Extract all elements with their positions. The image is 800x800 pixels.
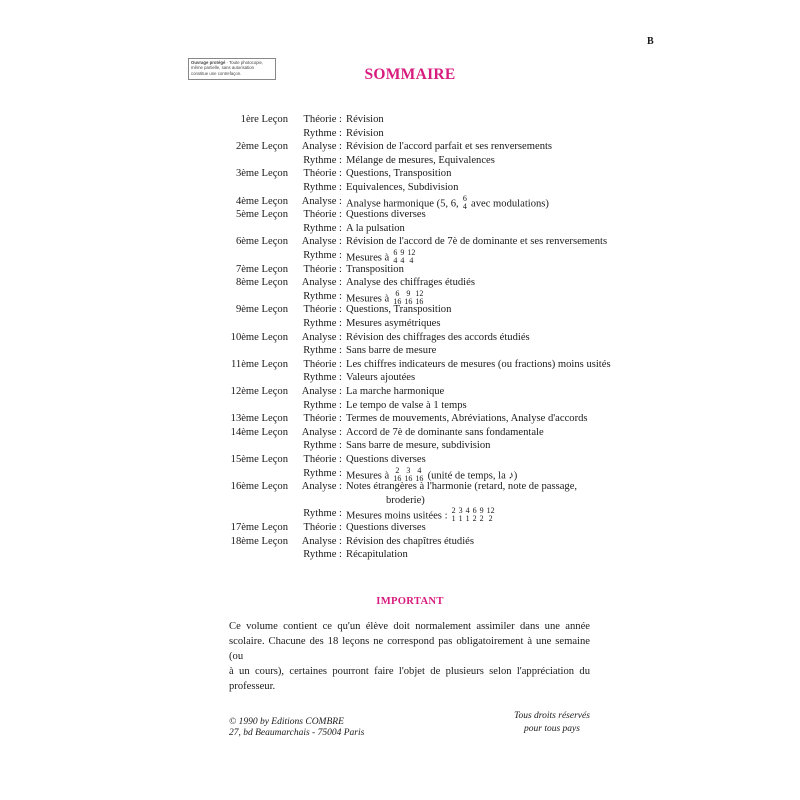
stamp-line3: constitue une contrefaçon. (191, 70, 242, 76)
toc-lecon: 4ème Leçon (235, 195, 288, 207)
toc-description-text: Questions diverses (346, 454, 426, 465)
rights-line: pour tous pays (524, 724, 580, 734)
toc-row (0, 359, 800, 372)
toc-description-text: Notes étrangères à l'harmonie (retard, note de passage, (346, 481, 578, 493)
toc-row (0, 536, 800, 549)
toc-category: Rythme : (303, 399, 342, 411)
toc-description-text: Révision (346, 127, 384, 139)
time-signature-denominator: 2 (472, 514, 477, 524)
toc-row (0, 168, 800, 181)
toc-description-text: Révision de l'accord de 7è de dominante et ses renversements (346, 236, 608, 248)
toc-row (0, 386, 800, 399)
toc-row (0, 400, 800, 413)
toc-category: Rythme : (303, 345, 342, 357)
toc-description-text: Questions diverses (346, 209, 426, 221)
time-signature-denominator: 16 (415, 296, 424, 306)
toc-row (0, 209, 800, 222)
toc-row (0, 332, 800, 345)
toc-lecon: 6ème Leçon (235, 236, 288, 248)
toc-description-after: (unité de temps, la ♪) (427, 470, 518, 482)
time-signature (473, 507, 477, 523)
toc-description (346, 413, 588, 424)
toc-description (346, 372, 415, 383)
toc-category: Analyse : (301, 535, 342, 547)
toc-description-text: Termes de mouvements, Abréviations, Analyse d'accords (346, 413, 588, 425)
toc-category: Rythme : (303, 467, 342, 479)
toc-lecon: 12ème Leçon (230, 386, 288, 397)
time-signature (480, 507, 484, 523)
toc-category: Rythme : (303, 290, 342, 302)
toc-row (0, 128, 800, 141)
toc-category: Rythme : (303, 154, 342, 166)
time-signature (393, 249, 397, 265)
time-signature-numerator: 12 (407, 248, 416, 257)
toc-row (0, 155, 800, 168)
important-line: Ce volume contient ce qu'un élève doit normalement assimiler dans une année (229, 621, 590, 632)
toc-category: Analyse : (301, 277, 342, 289)
time-signature (393, 467, 401, 483)
toc-description (346, 182, 458, 193)
toc-description-text: Analyse des chiffrages étudiés (346, 277, 475, 289)
toc-description (346, 549, 408, 560)
toc-description (346, 522, 426, 533)
toc-description-text: Transposition (346, 263, 404, 275)
toc-description (346, 481, 577, 492)
toc-category: Théorie : (303, 209, 342, 221)
toc-row (0, 495, 800, 508)
time-signature-denominator: 1 (451, 514, 456, 524)
toc-description-text: Mesures moins usitées : (346, 510, 448, 522)
toc-row (0, 114, 800, 127)
toc-category: Théorie : (303, 454, 342, 465)
time-signature-numerator: 4 (417, 465, 422, 475)
time-signature-denominator: 4 (409, 256, 414, 265)
time-signature-denominator: 16 (393, 296, 402, 306)
rights-notice (497, 710, 607, 736)
toc-description (346, 386, 444, 397)
page-letter: B (647, 36, 654, 47)
time-signature-denominator: 2 (488, 514, 493, 524)
time-signature-numerator: 9 (479, 506, 484, 516)
toc-description (346, 427, 544, 438)
time-signature (487, 507, 495, 523)
toc-row (0, 264, 800, 277)
toc-description (346, 168, 451, 179)
toc-category: Rythme : (303, 222, 342, 234)
toc-row (0, 440, 800, 453)
time-signature-numerator: 3 (406, 465, 411, 475)
toc-description (346, 359, 611, 370)
toc-description-text: Mesures à (346, 470, 390, 482)
toc-description (346, 304, 451, 315)
toc-category: Analyse : (301, 481, 342, 493)
toc-row (0, 223, 800, 236)
important-paragraph (229, 619, 590, 694)
toc-category: Rythme : (303, 440, 342, 452)
time-signature (393, 290, 401, 306)
toc-row (0, 506, 800, 524)
toc-lecon: 10ème Leçon (230, 331, 288, 343)
toc-lecon: 8ème Leçon (235, 277, 288, 289)
toc-category: Rythme : (303, 508, 342, 520)
toc-category: Analyse : (301, 141, 342, 153)
time-signature-numerator: 6 (393, 248, 398, 257)
time-signature (415, 467, 423, 483)
toc-description-text: Récapitulation (346, 549, 408, 561)
toc-description-text: La marche harmonique (346, 386, 445, 397)
toc-row (0, 318, 800, 331)
toc-row (0, 549, 800, 562)
publisher-info (229, 717, 364, 739)
toc-description (386, 495, 425, 506)
toc-description-text: Accord de 7è de dominante sans fondamentale (346, 426, 544, 438)
toc-lecon: 15ème Leçon (230, 454, 288, 465)
toc-description-text: Questions, Transposition (346, 168, 452, 180)
toc-description-text: Equivalences, Subdivision (346, 182, 459, 193)
toc-row (0, 413, 800, 426)
toc-description-text: Analyse harmonique (5, 6, (346, 198, 459, 210)
important-line: professeur. (229, 681, 276, 692)
time-signature-numerator: 2 (451, 506, 456, 516)
toc-description (346, 277, 475, 288)
time-signature-numerator: 9 (406, 288, 411, 298)
toc-row (0, 345, 800, 358)
toc-row (0, 250, 800, 263)
toc-lecon: 17ème Leçon (230, 522, 288, 533)
toc-description-text: Sans barre de mesure (346, 345, 437, 357)
toc-description-text: Le tempo de valse à 1 temps (346, 399, 467, 411)
time-signature-denominator: 1 (458, 514, 463, 524)
toc-row (0, 141, 800, 154)
stamp-line1-rest: · Toute photocopie, (225, 60, 264, 65)
toc-lecon: 2ème Leçon (235, 141, 288, 153)
toc-lecon: 13ème Leçon (230, 413, 288, 425)
toc-lecon: 5ème Leçon (235, 209, 288, 221)
toc-description (346, 209, 426, 220)
stamp-line2: même partielle, sans autorisation (191, 65, 255, 71)
toc-description-text: Questions, Transposition (346, 304, 452, 316)
toc-description (346, 332, 530, 343)
toc-description-text: Les chiffres indicateurs de mesures (ou fractions) moins usités (346, 358, 611, 370)
time-signature (452, 507, 456, 523)
time-signature-numerator: 6 (472, 506, 477, 516)
time-signature-denominator: 4 (462, 201, 467, 211)
toc-row (0, 465, 800, 483)
important-heading: IMPORTANT (376, 596, 444, 607)
toc-lecon: 9ème Leçon (235, 304, 288, 316)
time-signature-denominator: 4 (393, 256, 398, 265)
toc-description-text: Mélange de mesures, Equivalences (346, 154, 495, 166)
toc-description (346, 128, 384, 139)
toc-description-text: Révision de l'accord parfait et ses renversements (346, 141, 553, 153)
toc-category: Rythme : (303, 127, 342, 139)
toc-category: Analyse : (301, 386, 342, 397)
toc-description-text: Valeurs ajoutées (346, 372, 416, 384)
toc-category: Analyse : (301, 195, 342, 207)
time-signature-numerator: 12 (486, 506, 495, 516)
time-signature-numerator: 6 (395, 288, 400, 298)
toc-category: Rythme : (303, 372, 342, 384)
toc-category: Théorie : (303, 522, 342, 533)
toc-category: Rythme : (303, 318, 342, 329)
time-signature (415, 290, 423, 306)
page-title: SOMMAIRE (364, 66, 456, 83)
toc-category: Théorie : (303, 413, 342, 425)
toc-description (346, 223, 405, 234)
toc-description-text: A la pulsation (346, 222, 405, 234)
toc-category: Rythme : (303, 182, 342, 193)
toc-category: Théorie : (303, 168, 342, 180)
important-line: scolaire. Chacune des 18 leçons ne correspond pas obligatoirement à une semaine (ou (229, 636, 590, 662)
publisher-copyright: © 1990 by Editions COMBRE (229, 717, 344, 727)
toc-row (0, 182, 800, 195)
toc-lecon: 16ème Leçon (230, 481, 288, 493)
toc-description-text: Mesures à (346, 252, 390, 264)
important-line: à un cours), certaines pourront faire l'objet de plusieurs selon l'appréciation du (229, 666, 590, 677)
toc-description-text: Révision (346, 114, 384, 125)
toc-row (0, 277, 800, 290)
toc-category: Rythme : (303, 250, 342, 261)
time-signature (466, 507, 470, 523)
time-signature-denominator: 16 (404, 296, 413, 306)
toc-row (0, 304, 800, 317)
toc-description (346, 141, 552, 152)
time-signature-numerator: 4 (465, 506, 470, 516)
toc-row (0, 193, 800, 211)
toc-description-text: Révision des chapîtres étudiés (346, 535, 474, 547)
time-signature-denominator: 16 (393, 473, 402, 483)
toc-description (346, 236, 607, 247)
toc-description (346, 400, 467, 411)
time-signature-numerator: 12 (415, 288, 424, 298)
toc-lecon: 18ème Leçon (230, 535, 288, 547)
toc-description (346, 454, 426, 465)
time-signature-denominator: 4 (400, 256, 405, 265)
toc-lecon: 14ème Leçon (230, 426, 288, 438)
time-signature (404, 467, 412, 483)
toc-description (346, 264, 404, 275)
toc-description-text: Sans barre de mesure, subdivision (346, 440, 491, 452)
time-signature-denominator: 16 (415, 473, 424, 483)
toc-description-text: Questions diverses (346, 522, 426, 533)
time-signature-denominator: 16 (404, 473, 413, 483)
toc-description-text: Révision des chiffrages des accords étudiés (346, 331, 530, 343)
rights-line: Tous droits réservés (514, 711, 590, 721)
time-signature-numerator: 3 (458, 506, 463, 516)
toc-lecon: 3ème Leçon (235, 168, 288, 180)
time-signature-numerator: 6 (462, 193, 467, 203)
time-signature (463, 195, 467, 211)
toc-category: Théorie : (303, 304, 342, 316)
stamp-line1-bold: Ouvrage protégé (191, 60, 226, 65)
toc-category: Analyse : (301, 426, 342, 438)
toc-row (0, 288, 800, 306)
toc-row (0, 454, 800, 467)
toc-category: Théorie : (303, 263, 342, 275)
toc-description (346, 440, 490, 451)
time-signature-numerator: 9 (400, 248, 405, 257)
toc-row (0, 372, 800, 385)
toc-description-text: broderie) (386, 494, 425, 506)
time-signature (400, 249, 404, 265)
toc-description-text: Mesures asymétriques (346, 318, 441, 329)
time-signature-denominator: 2 (479, 514, 484, 524)
time-signature (407, 249, 415, 265)
toc-category: Rythme : (303, 549, 342, 561)
toc-category: Théorie : (303, 114, 342, 125)
toc-row (0, 427, 800, 440)
toc-description (346, 536, 474, 547)
toc-description-after: avec modulations) (471, 198, 549, 210)
time-signature-denominator: 1 (465, 514, 470, 524)
toc-category: Théorie : (303, 358, 342, 370)
toc-lecon: 11ème Leçon (231, 358, 288, 370)
toc-description (346, 345, 436, 356)
toc-lecon: 1ère Leçon (240, 114, 288, 125)
publisher-address: 27, bd Beaumarchais - 75004 Paris (229, 728, 365, 738)
time-signature (459, 507, 463, 523)
toc-row (0, 481, 800, 494)
toc-category: Analyse : (301, 236, 342, 248)
time-signature (404, 290, 412, 306)
toc-description (346, 318, 440, 329)
toc-lecon: 7ème Leçon (235, 263, 288, 275)
toc-category: Analyse : (301, 331, 342, 343)
toc-description (346, 155, 495, 166)
toc-row (0, 522, 800, 535)
toc-description-text: Mesures à (346, 293, 390, 305)
time-signature-numerator: 2 (395, 465, 400, 475)
toc-description (346, 114, 384, 125)
